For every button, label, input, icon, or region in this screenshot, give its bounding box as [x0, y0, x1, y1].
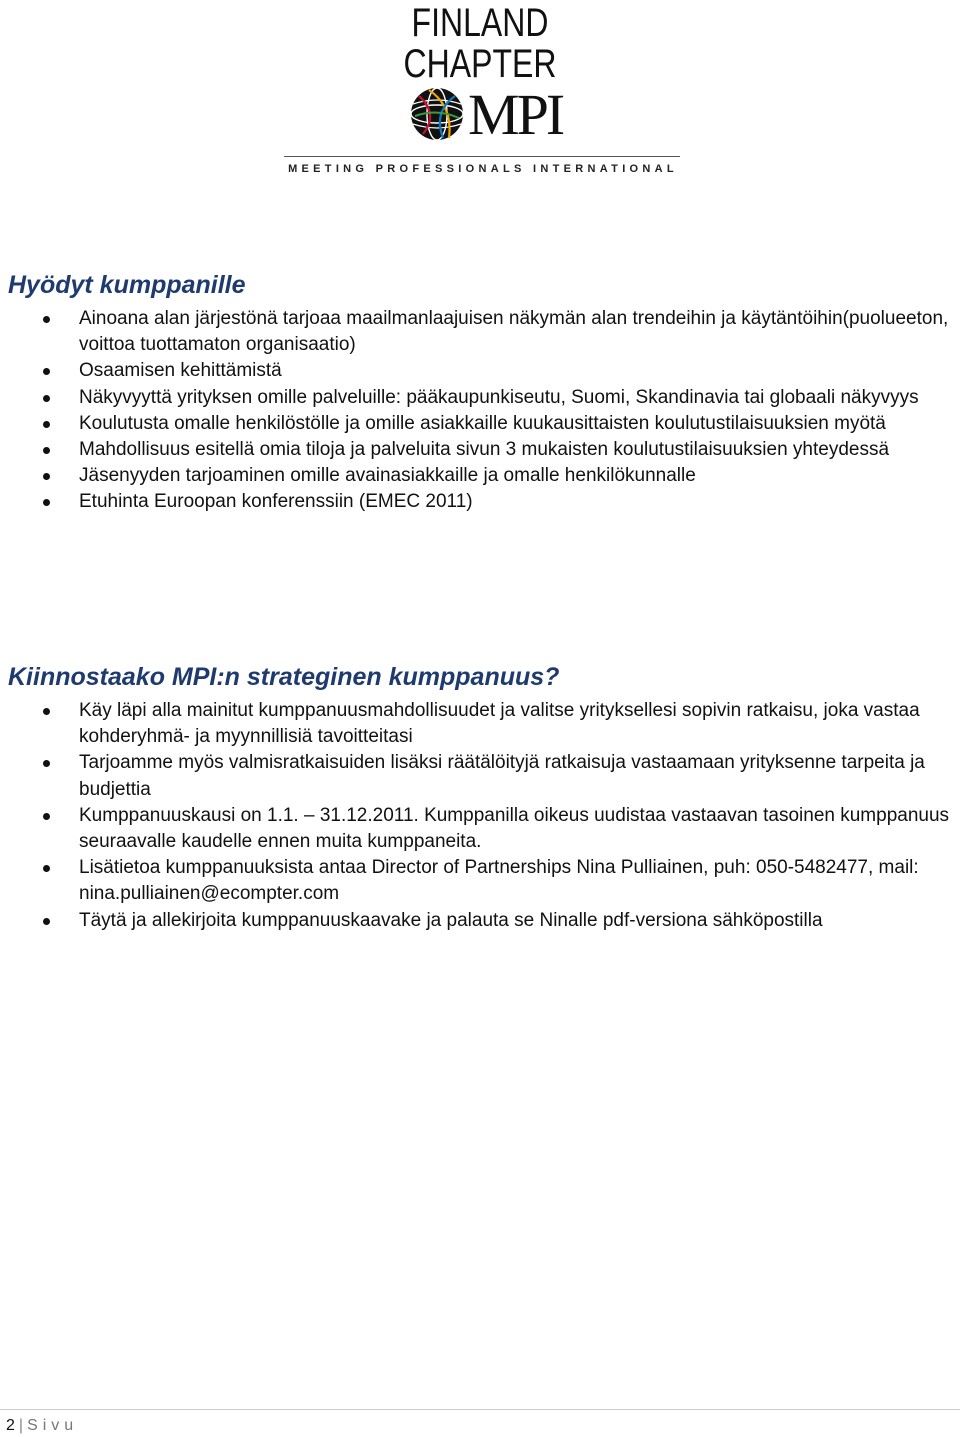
bullet-icon [43, 316, 50, 323]
list-item [0, 463, 960, 489]
logo-divider [284, 156, 680, 157]
list-item [0, 908, 960, 934]
bullet-icon [43, 421, 50, 428]
list-item [0, 698, 960, 750]
list-item-text: Mahdollisuus esitellä omia tiloja ja palveluita sivun 3 mukaisten koulutustilaisuuksien yhteydessä [79, 439, 890, 461]
list-item [0, 803, 960, 855]
bullet-icon [43, 368, 50, 375]
bullet-icon [43, 708, 50, 715]
page-footer [6, 1415, 78, 1437]
list-item-text: Näkyvyyttä yrityksen omille palveluille: pääkaupunkiseutu, Suomi, Skandinavia tai globaali näkyvyys [79, 386, 919, 408]
list-item-text: Jäsenyyden tarjoaminen omille avainasiakkaille ja omalle henkilökunnalle [79, 465, 696, 487]
list-item [0, 385, 960, 411]
bullet-icon [43, 813, 50, 820]
list-item-text: Käy läpi alla mainitut kumppanuusmahdollisuudet ja valitse yrityksellesi sopivin ratkaisu, joka vastaa kohderyhmä- ja myynnillisiä tavoitteitasi [79, 700, 920, 748]
footer-separator: | [18, 1417, 24, 1434]
list-item [0, 437, 960, 463]
page-number: 2 [6, 1417, 15, 1434]
bullet-icon [43, 447, 50, 454]
logo-mpi-wordmark: MPI [468, 82, 563, 147]
bullet-icon [43, 865, 50, 872]
list-item [0, 750, 960, 802]
partnership-section [0, 660, 960, 934]
globe-icon [409, 86, 465, 142]
list-item [0, 489, 960, 515]
benefits-section [0, 268, 960, 516]
list-item [0, 358, 960, 384]
partnership-heading: Kiinnostaako MPI:n strateginen kumppanuus? [8, 663, 560, 691]
footer-divider [0, 1409, 960, 1410]
logo-line-finland: FINLAND [411, 1, 549, 45]
list-item-text: Ainoana alan järjestönä tarjoaa maailmanlaajuisen näkymän alan trendeihin ja käytäntöihin(puolueeton, voittoa tuottamaton organisaatio) [79, 308, 949, 356]
list-item-text: Lisätietoa kumppanuuksista antaa Director of Partnerships Nina Pulliainen, puh: 050-5482477, mail: nina.pulliainen@ecompter.com [79, 857, 919, 905]
bullet-icon [43, 499, 50, 506]
benefits-list [0, 306, 960, 516]
list-item [0, 411, 960, 437]
list-item-text: Täytä ja allekirjoita kumppanuuskaavake ja palauta se Ninalle pdf-versiona sähköpostilla [79, 909, 823, 931]
chapter-logo [0, 0, 960, 185]
list-item-text: Kumppanuuskausi on 1.1. – 31.12.2011. Kumppanilla oikeus uudistaa vastaavan tasoinen kumppanuus seuraavalle kaudelle ennen muita kumppaneita. [79, 804, 950, 853]
list-item-text: Osaamisen kehittämistä [79, 360, 282, 382]
bullet-icon [43, 760, 50, 767]
bullet-icon [43, 918, 50, 925]
list-item-text: Koulutusta omalle henkilöstölle ja omille asiakkaille kuukausittaisten koulutustilaisuuksien myötä [79, 412, 886, 434]
list-item [0, 306, 960, 358]
page-word: Sivu [27, 1417, 79, 1434]
logo-line-chapter: CHAPTER [403, 42, 557, 86]
logo-tagline: MEETING PROFESSIONALS INTERNATIONAL [288, 163, 678, 175]
benefits-heading: Hyödyt kumppanille [8, 271, 246, 299]
list-item [0, 855, 960, 907]
list-item-text: Tarjoamme myös valmisratkaisuiden lisäksi räätälöityjä ratkaisuja vastaamaan yrityksenne tarpeita ja budjettia [79, 752, 925, 800]
bullet-icon [43, 473, 50, 480]
partnership-list [0, 698, 960, 934]
bullet-icon [43, 395, 50, 402]
list-item-text: Etuhinta Euroopan konferenssiin (EMEC 2011) [79, 491, 473, 513]
